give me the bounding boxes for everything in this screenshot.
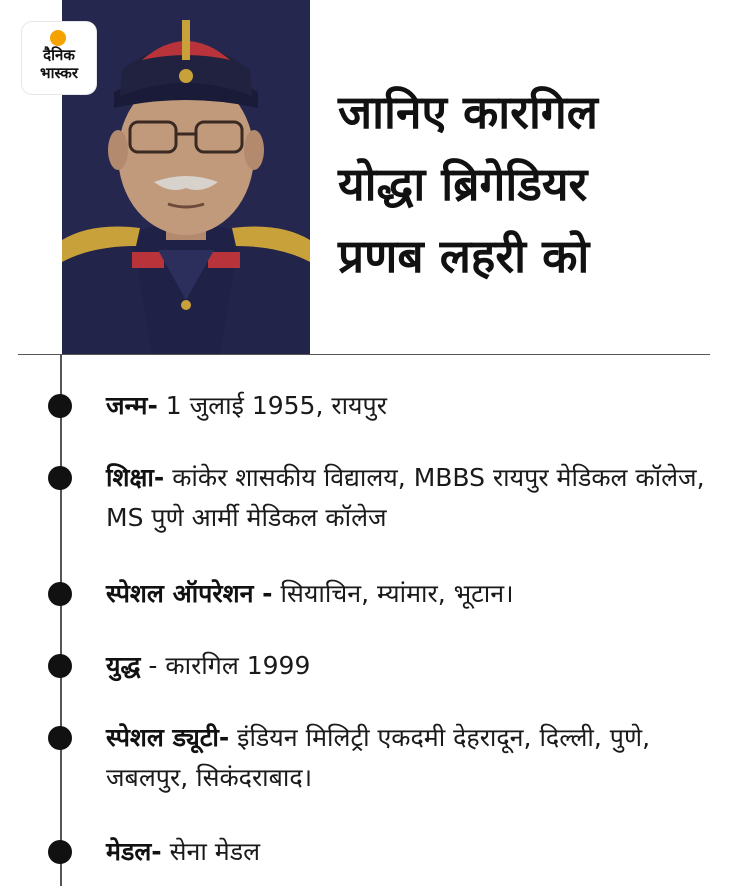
item-text: [106, 832, 706, 872]
bullet-dot-icon: [48, 466, 72, 490]
item-value: 1 जुलाई 1955, रायपुर: [157, 391, 387, 420]
item-value: इंडियन मिलिट्री एकदमी देहरादून, दिल्ली, पुणे, जबलपुर, सिकंदराबाद।: [106, 723, 651, 792]
headline: [338, 76, 718, 292]
item-text: [106, 718, 706, 798]
timeline-line: [60, 355, 62, 886]
item-value: कांकेर शासकीय विद्यालय, MBBS रायपुर मेडिकल कॉलेज, MS पुणे आर्मी मेडिकल कॉलेज: [106, 463, 705, 532]
item-label: जन्म-: [106, 391, 158, 420]
item-label: स्पेशल ऑपरेशन -: [106, 579, 273, 608]
bullet-dot-icon: [48, 654, 72, 678]
dainik-bhaskar-logo: [22, 22, 96, 94]
logo-text-line2: भास्कर: [40, 65, 78, 82]
portrait-photo: [62, 0, 310, 355]
logo-text-line1: दैनिक: [43, 47, 75, 64]
item-value: - कारगिल 1999: [140, 651, 311, 680]
item-text: [106, 458, 706, 538]
item-label: शिक्षा-: [106, 463, 165, 492]
sun-logo-icon: [50, 30, 66, 46]
brigadier-portrait-illustration: [62, 0, 310, 355]
item-label: स्पेशल ड्यूटी-: [106, 723, 230, 752]
item-text: [106, 646, 706, 686]
headline-line-3: प्रणब लहरी को: [338, 229, 590, 283]
horizontal-divider: [18, 354, 710, 355]
bullet-dot-icon: [48, 840, 72, 864]
item-value: सियाचिन, म्यांमार, भूटान।: [272, 579, 514, 608]
bullet-dot-icon: [48, 394, 72, 418]
item-label: मेडल-: [106, 837, 162, 866]
bullet-dot-icon: [48, 582, 72, 606]
item-value: सेना मेडल: [161, 837, 261, 866]
bullet-dot-icon: [48, 726, 72, 750]
item-label: युद्ध: [106, 651, 141, 680]
headline-line-2: योद्धा ब्रिगेडियर: [338, 157, 588, 211]
headline-line-1: जानिए कारगिल: [338, 85, 598, 139]
item-text: [106, 386, 706, 426]
item-text: [106, 574, 706, 614]
